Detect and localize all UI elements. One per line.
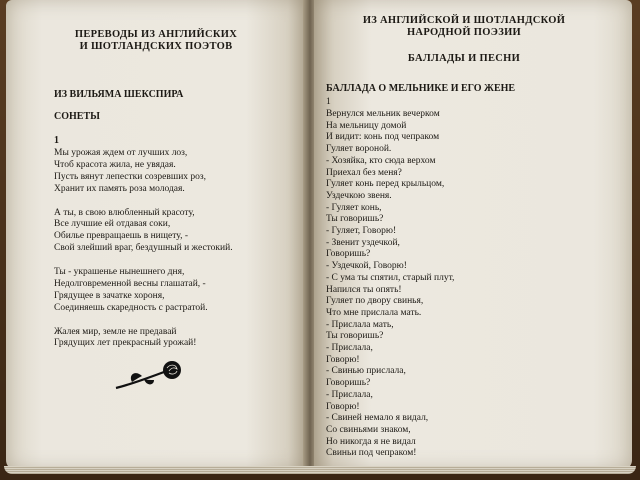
text-line: - Прислала,: [326, 389, 373, 400]
left-header-line1: ПЕРЕВОДЫ ИЗ АНГЛИЙСКИХ: [74, 29, 238, 40]
right-subheader: БАЛЛАДЫ И ПЕСНИ: [407, 53, 521, 64]
text-line: Свиньи под чепраком!: [326, 448, 417, 459]
section-heading: СОНЕТЫ: [54, 111, 100, 122]
text-line: Ты говоришь?: [326, 214, 384, 225]
text-line: Напился ты опять!: [326, 284, 402, 295]
text-line: Ты говоришь?: [326, 331, 384, 342]
text-line: Но никогда я не видал: [326, 436, 416, 447]
text-line: Соединяешь скаредность с растратой.: [54, 302, 208, 313]
text-line: На мельницу домой: [326, 120, 407, 131]
text-line: И видит: конь под чепраком: [326, 132, 440, 143]
text-line: Гуляет по двору свинья,: [326, 296, 424, 307]
text-line: - Гуляет, Говорю!: [326, 226, 397, 236]
text-line: Приехал без меня?: [326, 167, 402, 178]
text-line: Гуляет вороной.: [326, 144, 392, 155]
right-header-line1: ИЗ АНГЛИЙСКОЙ И ШОТЛАНДСКОЙ: [362, 15, 566, 26]
author-heading: ИЗ ВИЛЬЯМА ШЕКСПИРА: [54, 89, 184, 100]
text-line: Грядущих лет прекрасный урожай!: [54, 338, 197, 349]
text-line: Обилье превращаешь в нищету, -: [54, 231, 189, 242]
text-line: - Уздечкой, Говорю!: [326, 261, 407, 272]
text-line: - Прислала,: [326, 343, 373, 353]
page-edges: [4, 466, 636, 474]
sonnet-number: 1: [54, 135, 59, 146]
text-line: - С ума ты спятил, старый плут,: [326, 272, 455, 283]
text-line: Чтоб красота жила, не увядая.: [54, 159, 176, 170]
text-line: - Прислала мать,: [326, 319, 394, 330]
text-line: Грядущее в зачатке хороня,: [54, 290, 165, 301]
text-line: - Свинью прислала,: [326, 366, 406, 377]
text-line: Мы урожая ждем от лучших лоз,: [54, 148, 188, 158]
text-line: А ты, в свою влюбленный красоту,: [54, 207, 195, 218]
right-page: [314, 0, 632, 470]
text-line: - Гуляет конь,: [326, 202, 382, 213]
text-line: - Хозяйка, кто сюда верхом: [326, 155, 436, 166]
text-line: Говоришь?: [326, 378, 371, 389]
ballad-number: 1: [326, 97, 331, 107]
rose-icon: [114, 360, 186, 397]
text-line: Говорю!: [326, 354, 360, 365]
left-header-line2: И ШОТЛАНДСКИХ ПОЭТОВ: [79, 41, 233, 52]
text-line: Пусть вянут лепестки созревших роз,: [54, 171, 207, 182]
text-line: Гуляет конь перед крыльцом,: [326, 179, 445, 190]
text-line: Свой злейший враг, бездушный и жестокий.: [54, 243, 233, 254]
text-line: - Звенит уздечкой,: [326, 237, 400, 248]
text-line: Все лучшие ей отдавая соки,: [54, 219, 171, 230]
text-line: Вернулся мельник вечерком: [326, 109, 440, 119]
text-line: Хранит их память роза молодая.: [54, 183, 185, 194]
text-line: Говорю!: [326, 401, 360, 412]
text-line: Жалея мир, земле не предавай: [54, 326, 177, 337]
text-line: Ты - украшенье нынешнего дня,: [54, 267, 185, 277]
text-line: Уздечкою звеня.: [326, 190, 392, 201]
text-line: Недолговременной весны глашатай, -: [54, 278, 206, 289]
text-line: - Свиней немало я видал,: [326, 413, 429, 424]
text-line: Что мне прислала мать.: [326, 307, 422, 318]
text-line: Со свиньями знаком,: [326, 424, 411, 435]
text-line: Говоришь?: [326, 249, 371, 260]
right-header-line2: НАРОДНОЙ ПОЭЗИИ: [406, 27, 522, 38]
left-page: [6, 0, 306, 470]
ballad-title: БАЛЛАДА О МЕЛЬНИКЕ И ЕГО ЖЕНЕ: [326, 83, 516, 94]
